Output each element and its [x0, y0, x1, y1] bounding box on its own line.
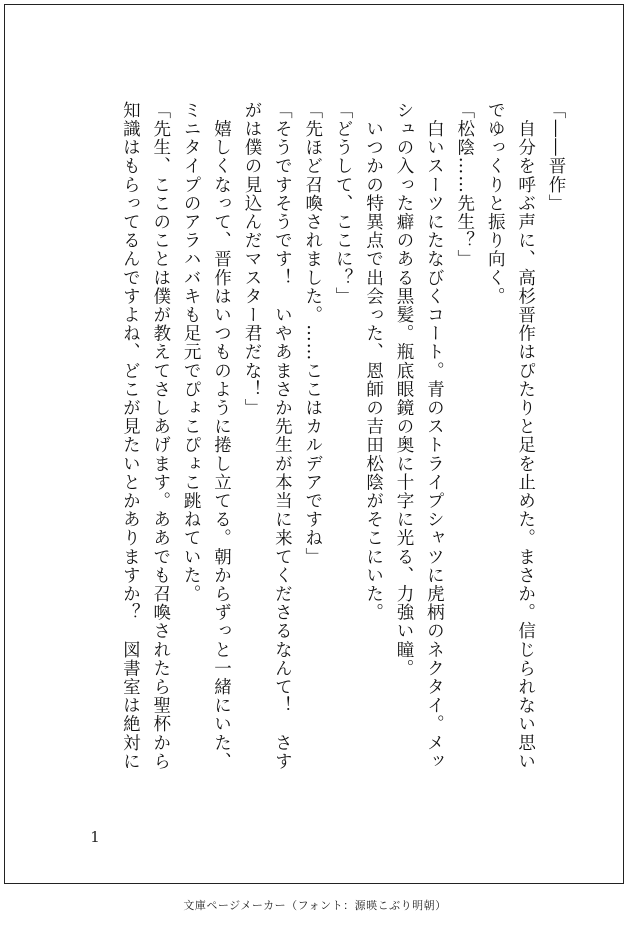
- text-line-5: 白いスーツにたなびくコート。青のストライプシャツに虎柄のネクタイ。メッ: [424, 101, 445, 771]
- page-frame: [4, 4, 624, 884]
- text-line-1: 「――晋作」: [546, 101, 566, 213]
- text-line-15: 知識はもらってるんですよね、どこが見たいとかありますか？ 図書室は絶対に: [120, 101, 141, 771]
- text-line-11: がは僕の見込んだマスター君だな！」: [241, 101, 262, 418]
- text-line-7: いつかの特異点で出会った、恩師の吉田松陰がそこにいた。: [363, 101, 384, 622]
- text-line-2: 自分を呼ぶ声に、高杉晋作はぴたりと足を止めた。まさか。信じられない思い: [515, 101, 536, 771]
- text-line-13: ミニタイプのアラハバキも足元でぴょこぴょこ跳ねていた。: [181, 101, 202, 604]
- vertical-text-body: [81, 101, 571, 813]
- text-line-12: 嬉しくなって、晋作はいつものように捲し立てる。朝からずっと一緒にいた、: [211, 101, 232, 771]
- page-number: 1: [90, 828, 100, 846]
- text-line-9: 「先ほど召喚されました。……ここはカルデアですね」: [302, 101, 323, 566]
- text-line-8: 「どうして、ここに？」: [333, 101, 354, 306]
- text-line-14: 「先生、ここのことは僕が教えてさしあげます。ああでも召喚されたら聖杯から: [150, 101, 171, 771]
- footer-caption: 文庫ページメーカー（フォント：源暎こぶり明朝）: [183, 899, 447, 912]
- text-line-6: シュの入った癖のある黒髪。瓶底眼鏡の奥に十字に光る、力強い瞳。: [393, 101, 414, 678]
- text-line-3: でゆっくりと振り向く。: [485, 101, 506, 306]
- text-line-10: 「そうですそうです！ いやあまさか先生が本当に来てくださるなんて！ さす: [272, 101, 293, 771]
- text-line-4: 「松陰……先生？」: [454, 101, 475, 269]
